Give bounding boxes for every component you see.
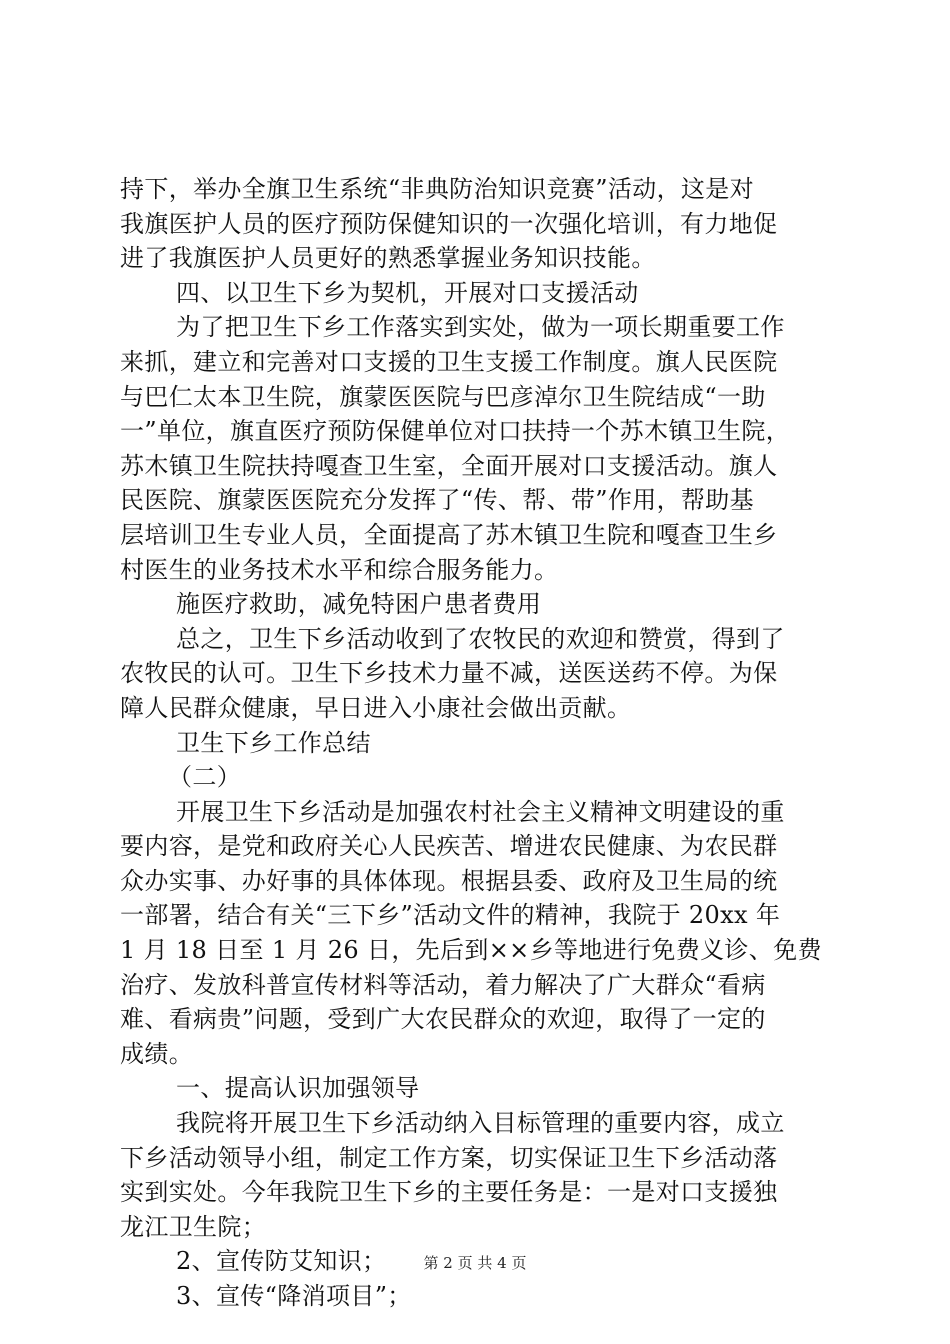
section-heading: 四、以卫生下乡为契机，开展对口支援活动 bbox=[176, 278, 639, 307]
text-line: 众办实事、办好事的具体体现。根据县委、政府及卫生局的统 bbox=[120, 866, 778, 895]
section-heading: 一、提高认识加强领导 bbox=[176, 1074, 420, 1103]
document-body bbox=[120, 172, 832, 1314]
text-line: 一”单位，旗直医疗预防保健单位对口扶持一个苏木镇卫生院， bbox=[120, 417, 791, 446]
text-line: 治疗、发放科普宣传材料等活动，着力解决了广大群众“看病 bbox=[120, 970, 766, 999]
text-line: 要内容，是党和政府关心人民疾苦、增进农民健康、为农民群 bbox=[120, 832, 778, 861]
text-line: 为了把卫生下乡工作落实到实处，做为一项长期重要工作 bbox=[176, 313, 785, 342]
text-line: 障人民群众健康，早日进入小康社会做出贡献。 bbox=[120, 693, 632, 722]
text-line: 我院将开展卫生下乡活动纳入目标管理的重要内容，成立 bbox=[176, 1109, 785, 1138]
text-line: 龙江卫生院； bbox=[120, 1212, 267, 1241]
document-title: 卫生下乡工作总结 bbox=[176, 728, 371, 757]
text-line: 下乡活动领导小组，制定工作方案，切实保证卫生下乡活动落 bbox=[120, 1143, 778, 1172]
section-heading: 施医疗救助，减免特困户患者费用 bbox=[176, 590, 542, 619]
text-line: 开展卫生下乡活动是加强农村社会主义精神文明建设的重 bbox=[176, 797, 785, 826]
text-line: 持下，举办全旗卫生系统“非典防治知识竞赛”活动，这是对 bbox=[120, 175, 754, 203]
text-line: 来抓，建立和完善对口支援的卫生支援工作制度。旗人民医院 bbox=[120, 347, 778, 376]
text-line: 总之，卫生下乡活动收到了农牧民的欢迎和赞赏，得到了 bbox=[176, 624, 785, 653]
text-line: 成绩。 bbox=[120, 1039, 194, 1068]
text-line: 村医生的业务技术水平和综合服务能力。 bbox=[120, 555, 559, 584]
text-line: 1 月 18 日至 1 月 26 日，先后到××乡等地进行免费义诊、免费 bbox=[120, 936, 822, 965]
text-line: 层培训卫生专业人员，全面提高了苏木镇卫生院和嘎查卫生乡 bbox=[120, 520, 778, 549]
text-line: 难、看病贵”问题，受到广大农民群众的欢迎，取得了一定的 bbox=[120, 1005, 766, 1034]
page-footer: 第 2 页 共 4 页 bbox=[423, 1254, 527, 1272]
text-line: 民医院、旗蒙医医院充分发挥了“传、帮、带”作用，帮助基 bbox=[120, 486, 754, 515]
text-line: 我旗医护人员的医疗预防保健知识的一次强化培训，有力地促 bbox=[120, 209, 778, 238]
list-item: 3、宣传“降消项目”； bbox=[176, 1282, 412, 1310]
list-item: 2、宣传防艾知识； bbox=[176, 1247, 387, 1276]
text-line: 苏木镇卫生院扶持嘎查卫生室，全面开展对口支援活动。旗人 bbox=[120, 451, 778, 480]
text-line: 进了我旗医护人员更好的熟悉掌握业务知识技能。 bbox=[120, 244, 656, 273]
text-line: 农牧民的认可。卫生下乡技术力量不减，送医送药不停。为保 bbox=[120, 659, 778, 688]
text-line: 实到实处。今年我院卫生下乡的主要任务是：一是对口支援独 bbox=[120, 1178, 778, 1207]
document-subtitle: （二） bbox=[168, 763, 242, 792]
text-line: 一部署，结合有关“三下乡”活动文件的精神，我院于 20xx 年 bbox=[120, 901, 781, 930]
text-line: 与巴仁太本卫生院，旗蒙医医院与巴彦淖尔卫生院结成“一助 bbox=[120, 382, 766, 411]
